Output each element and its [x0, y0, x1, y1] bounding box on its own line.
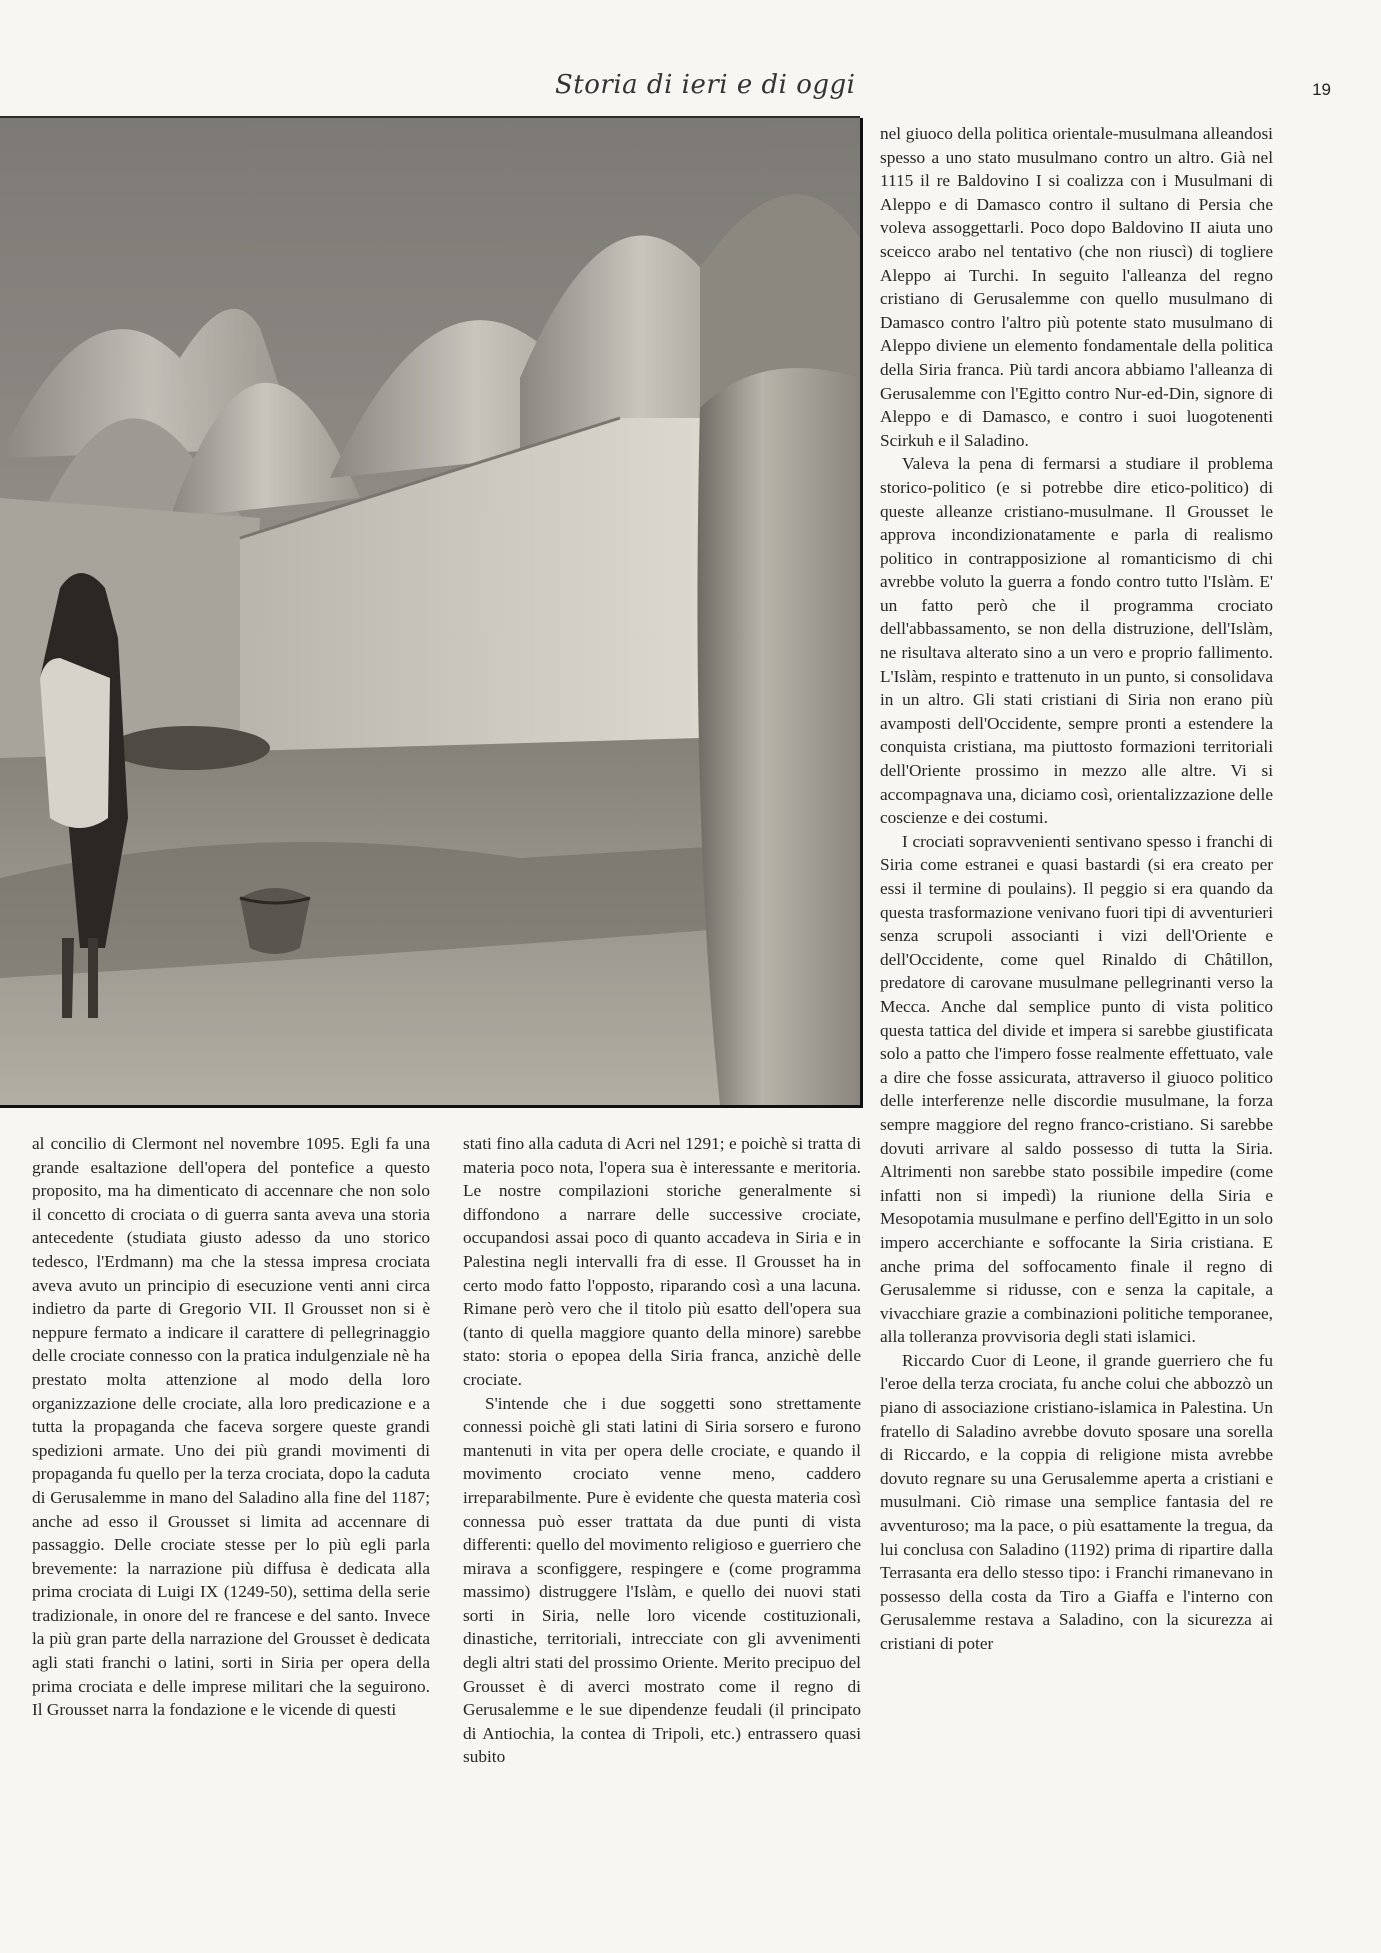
paragraph: nel giuoco della politica orientale-musulmana alleandosi spesso a uno stato musulmano contro un altro. Già nel 1115 il re Baldovino I si coalizza con i Musulmani di Aleppo e di Damasco contro il sultano di Persia che voleva assoggettarli. Poco dopo Baldovino II aiuta uno sceicco arabo nel tentativo (che non riuscì) di togliere Aleppo ai Turchi. In seguito l'alleanza del regno cristiano di Gerusalemme con quello musulmano di Damasco contro l'altro più potente stato musulmano di Aleppo diviene un elemento fondamentale della politica della Siria franca. Più tardi ancora abbiamo l'alleanza di Gerusalemme con l'Egitto contro Nur-ed-Din, signore di Aleppo e di Damasco, e contro i suoi luogotenenti Scirkuh e il Saladino. [880, 124, 1273, 450]
paragraph: stati fino alla caduta di Acri nel 1291; e poichè si tratta di materia poco nota, l'opera sua è interessante e meritoria. Le nostre compilazioni storiche generalmente si diffondono a narrare delle successive crociate, occupandosi assai poco di quanto accadeva in Siria e in Palestina negli intervalli fra di esse. Il Grousset ha in certo modo fatto l'opposto, riparando così a una lacuna. Rimane però vero che il titolo più esatto dell'opera sua (tanto di quella maggiore quanto della minore) sarebbe stato: storia o epopea della Siria franca, anzichè delle crociate. [463, 1134, 861, 1389]
photograph-illustration [0, 118, 860, 1105]
article-photograph [0, 118, 863, 1108]
running-title: Storia di ieri e di oggi [555, 70, 856, 100]
paragraph: S'intende che i due soggetti sono strettamente connessi poichè gli stati latini di Siria sorsero e furono mantenuti in vita per opera delle crociate, e quando il movimento crociato venne meno, caddero irreparabilmente. Pure è evidente che questa materia così connessa può esser trattata da due punti di vista differenti: quello del movimento religioso e guerriero che mirava a sconfiggere, respingere e (come programma massimo) distruggere l'Islàm, e quello dei nuovi stati sorti in Siria, nelle loro vicende costituzionali, dinastiche, territoriali, intrecciate con gli avvenimenti degli altri stati del prossimo Oriente. Merito precipuo del Grousset è di averci mostrato come il regno di Gerusalemme e le sue dipendenze feudali (il principato di Antiochia, la contea di Tripoli, etc.) entrassero quasi subito [463, 1393, 861, 1767]
running-header [0, 62, 1381, 120]
paragraph: Riccardo Cuor di Leone, il grande guerriero che fu l'eroe della terza crociata, fu anche colui che abbozzò un piano di associazione cristiano-islamica in Palestina. Un fratello di Saladino avrebbe dovuto sposare una sorella di Riccardo, e la coppia di religione mista avrebbe dovuto regnare su una Gerusalemme aperta a cristiani e musulmani. Ciò rimase una semplice fantasia del re avventuroso; ma la pace, o più esattamente la tregua, da lui conclusa con Saladino (1192) prima di ripartire dalla Terrasanta era dello stesso tipo: i Franchi rimanevano in possesso della costa da Tiro a Giaffa e l'interno con Gerusalemme restava a Saladino, con la sicurezza ai cristiani di poter [880, 1350, 1273, 1653]
paragraph: al concilio di Clermont nel novembre 1095. Egli fa una grande esaltazione dell'opera del pontefice a questo proposito, ma ha dimenticato di accennare che non solo il concetto di crociata o di guerra santa aveva una storia antecedente (studiata giusto adesso da uno storico tedesco, l'Erdmann) ma che la stessa impresa crociata aveva avuto un principio di esecuzione venti anni circa indietro da parte di Gregorio VII. Il Grousset non si è neppure fermato a indicare il carattere di pellegrinaggio delle crociate connesso con la pratica indulgenziale nè ha prestato molta attenzione al modo della loro organizzazione delle crociate, alla loro predicazione e a tutta la propaganda che faceva sorgere queste grandi spedizioni armate. Uno dei più grandi movimenti di propaganda fu quello per la terza crociata, dopo la caduta di Gerusalemme in mano del Saladino alla fine del 1187; anche ad esso il Grousset si limita ad accennare di passaggio. Delle crociate stesse per lo più egli parla brevemente: la narrazione più diffusa è dedicata alla prima crociata di Luigi IX (1249-50), settima della serie tradizionale, in onore del re francese e del santo. Invece la più gran parte della narrazione del Grousset è dedicata agli stati franchi o latini, sorti in Siria per opera della prima crociata e delle imprese militari che la seguirono. Il Grousset narra la fondazione e le vicende di questi [32, 1134, 430, 1720]
paragraph: Valeva la pena di fermarsi a studiare il problema storico-politico (e si potrebbe dire etico-politico) di queste alleanze cristiano-musulmane. Il Grousset le approva incondizionatamente e parla di realismo politico in contrapposizione al romanticismo di chi avrebbe voluto la guerra a fondo contro tutto l'Islàm. E' un fatto però che il programma crociato dell'abbassamento, se non della distruzione, dell'Islàm, ne risultava alterato sino a un vero e proprio fallimento. L'Islàm, respinto e trattenuto in un punto, si consolidava in un altro. Gli stati cristiani di Siria non erano più avamposti dell'Occidente, sempre pronti a estendere la conquista cristiana, ma piuttosto formazioni territoriali dell'Oriente prossimo in mezzo alle altre. Vi si accompagnava una, diciamo così, orientalizzazione delle coscienze e dei costumi. [880, 454, 1273, 828]
article-column-middle [463, 1132, 861, 1769]
paragraph: I crociati sopravvenienti sentivano spesso i franchi di Siria come estranei e quasi bastardi (si era creato per essi il termine di poulains). Il peggio si era quando da questa trasformazione venivano fuori tipi di avventurieri senza scrupoli associanti i vizi dell'Oriente e dell'Occidente, come quel Rinaldo di Châtillon, predatore di carovane musulmane pellegrinanti verso la Mecca. Anche dal semplice punto di vista politico questa tattica del divide et impera si sarebbe giustificata solo a patto che l'impero fosse realmente effettuato, vale a dire che fosse assicurata, attraverso il giuoco politico delle interferenze nelle discordie musulmane, la forza sempre maggiore del regno franco-cristiano. Si sarebbe dovuti arrivare al saldo possesso di tutta la Siria. Altrimenti non sarebbe stato possibile impedire (come infatti non si impedì) la riunione della Siria e Mesopotamia musulmane e perfino dell'Egitto in un solo impero accerchiante e soffocante la Siria cristiana. E anche prima del soffocamento finale il regno di Gerusalemme si ridusse, con e senza la capitale, a vivacchiare grazie a combinazioni politiche temporanee, alla tolleranza provvisoria degli stati islamici. [880, 831, 1273, 1347]
article-column-left [32, 1132, 430, 1722]
article-column-right [880, 122, 1273, 1656]
page-number: 19 [1312, 80, 1331, 99]
